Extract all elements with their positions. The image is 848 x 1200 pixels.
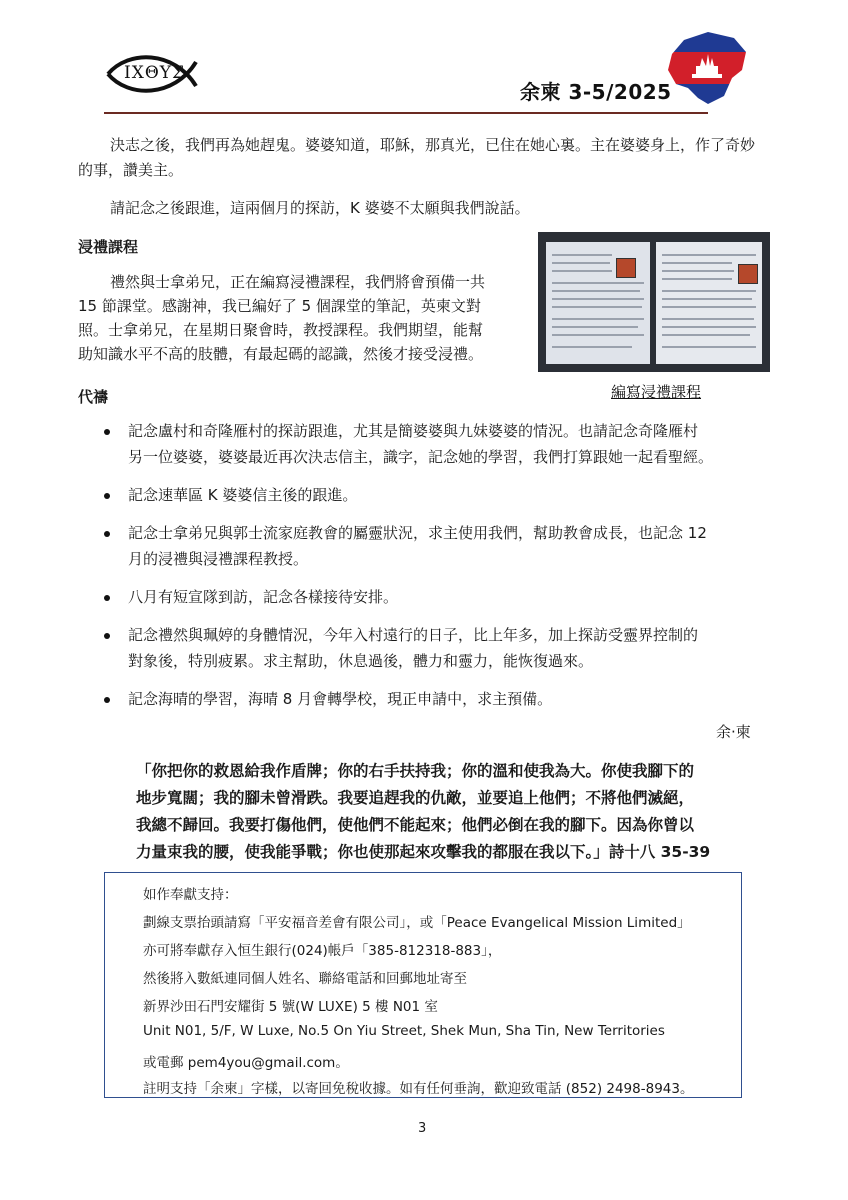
prayer-heading: 代禱 [78, 388, 109, 406]
baptism-line: 禮然與士拿弟兄，正在編寫浸禮課程，我們將會預備一共 [110, 273, 486, 291]
donation-line: 劃線支票抬頭請寫「平安福音差會有限公司」，或「Peace Evangelical Mission Limited」 [143, 915, 691, 931]
page-number: 3 [418, 1121, 427, 1136]
document-thumbnail [616, 258, 636, 278]
list-item-line: 八月有短宣隊到訪，記念各樣接待安排。 [128, 588, 399, 606]
list-item-line: 月的浸禮與浸禮課程教授。 [128, 550, 309, 568]
page-header [0, 0, 848, 120]
list-item-line: 記念士拿弟兄與郭士流家庭教會的屬靈狀況，求主使用我們，幫助教會成長，也記念 12 [128, 524, 707, 542]
list-item-line: 記念禮然與珮婷的身體情況，今年入村遠行的日子，比上年多，加上探訪受靈界控制的 [128, 626, 699, 644]
donation-line: 亦可將奉獻存入恒生銀行(024)帳戶「385-812318-883」， [143, 943, 502, 959]
cambodia-flag-map-icon [662, 30, 752, 106]
list-item [104, 418, 768, 470]
scripture-verse [136, 758, 736, 866]
donation-line: 然後將入數紙連同個人姓名、聯絡電話和回郵地址寄至 [143, 971, 467, 987]
donation-info-box [104, 872, 742, 1098]
donation-line: 如作奉獻支持： [143, 887, 238, 903]
donation-line: 新界沙田石門安耀街 5 號(W LUXE) 5 樓 N01 室 [143, 999, 438, 1015]
photo-caption: 編寫浸禮課程 [611, 383, 702, 401]
list-item-line: 另一位婆婆，婆婆最近再次決志信主，識字，記念她的學習，我們打算跟她一起看聖經。 [128, 448, 714, 466]
course-photo [538, 232, 770, 372]
issue-title: 余柬 3-5/2025 [520, 80, 672, 104]
verse-line: 地步寬闊；我的腳未曾滑跌。我要追趕我的仇敵，並要追上他們；不將他們滅絕， [136, 789, 695, 807]
list-item-line: 記念盧村和奇隆雁村的探訪跟進，尤其是簡婆婆與九妹婆婆的情況。也請記念奇隆雁村 [128, 422, 699, 440]
paragraph-2: 請記念之後跟進，這兩個月的探訪，K 婆婆不太願與我們說話。 [110, 199, 530, 217]
prayer-list [104, 418, 768, 712]
verse-line: 力量束我的腰，使我能爭戰；你也使那起來攻擊我的都服在我以下。」詩十八 35-39 [136, 843, 711, 861]
list-item [104, 520, 768, 572]
list-item [104, 686, 768, 712]
logo-text: ΙΧΘΥΣ [124, 63, 185, 83]
list-item-line: 對象後，特別疲累。求主幫助，休息過後，體力和靈力，能恢復過來。 [128, 652, 594, 670]
document-thumbnail [738, 264, 758, 284]
verse-line: 「你把你的救恩給我作盾牌；你的右手扶持我；你的溫和使我為大。你使我腳下的 [136, 762, 695, 780]
donation-line: 註明支持「余柬」字樣，以寄回免稅收據。如有任何垂詢，歡迎致電話 (852) 2498-8943。 [143, 1081, 694, 1097]
baptism-heading: 浸禮課程 [78, 238, 139, 256]
baptism-paragraph [78, 270, 528, 366]
donation-line: 或電郵 pem4you@gmail.com。 [143, 1055, 349, 1071]
list-item-line: 記念速華區 K 婆婆信主後的跟進。 [128, 486, 358, 504]
paragraph-1: 決志之後，我們再為她趕鬼。婆婆知道，耶穌，那真光，已住在她心裏。主在婆婆身上，作了奇妙的事，讚美主。 [78, 136, 756, 179]
verse-line: 我總不歸回。我要打傷他們，使他們不能起來；他們必倒在我的腳下。因為你曾以 [136, 816, 695, 834]
list-item [104, 482, 768, 508]
list-item [104, 622, 768, 674]
list-item [104, 584, 768, 610]
document-page-right [656, 242, 762, 364]
list-item-line: 記念海晴的學習，海晴 8 月會轉學校，現正申請中，求主預備。 [128, 690, 553, 708]
baptism-line: 15 節課堂。感謝神，我已編好了 5 個課堂的筆記，英柬文對 [78, 297, 481, 315]
signature: 余‧柬 [716, 723, 751, 741]
document-page-left [546, 242, 650, 364]
header-rule [104, 112, 708, 114]
baptism-line: 助知識水平不高的肢體，有最起碼的認識，然後才接受浸禮。 [78, 345, 484, 363]
donation-line: Unit N01, 5/F, W Luxe, No.5 On Yiu Street, Shek Mun, Sha Tin, New Territories [143, 1023, 665, 1039]
baptism-line: 照。士拿弟兄，在星期日聚會時，教授課程。我們期望，能幫 [78, 321, 484, 339]
